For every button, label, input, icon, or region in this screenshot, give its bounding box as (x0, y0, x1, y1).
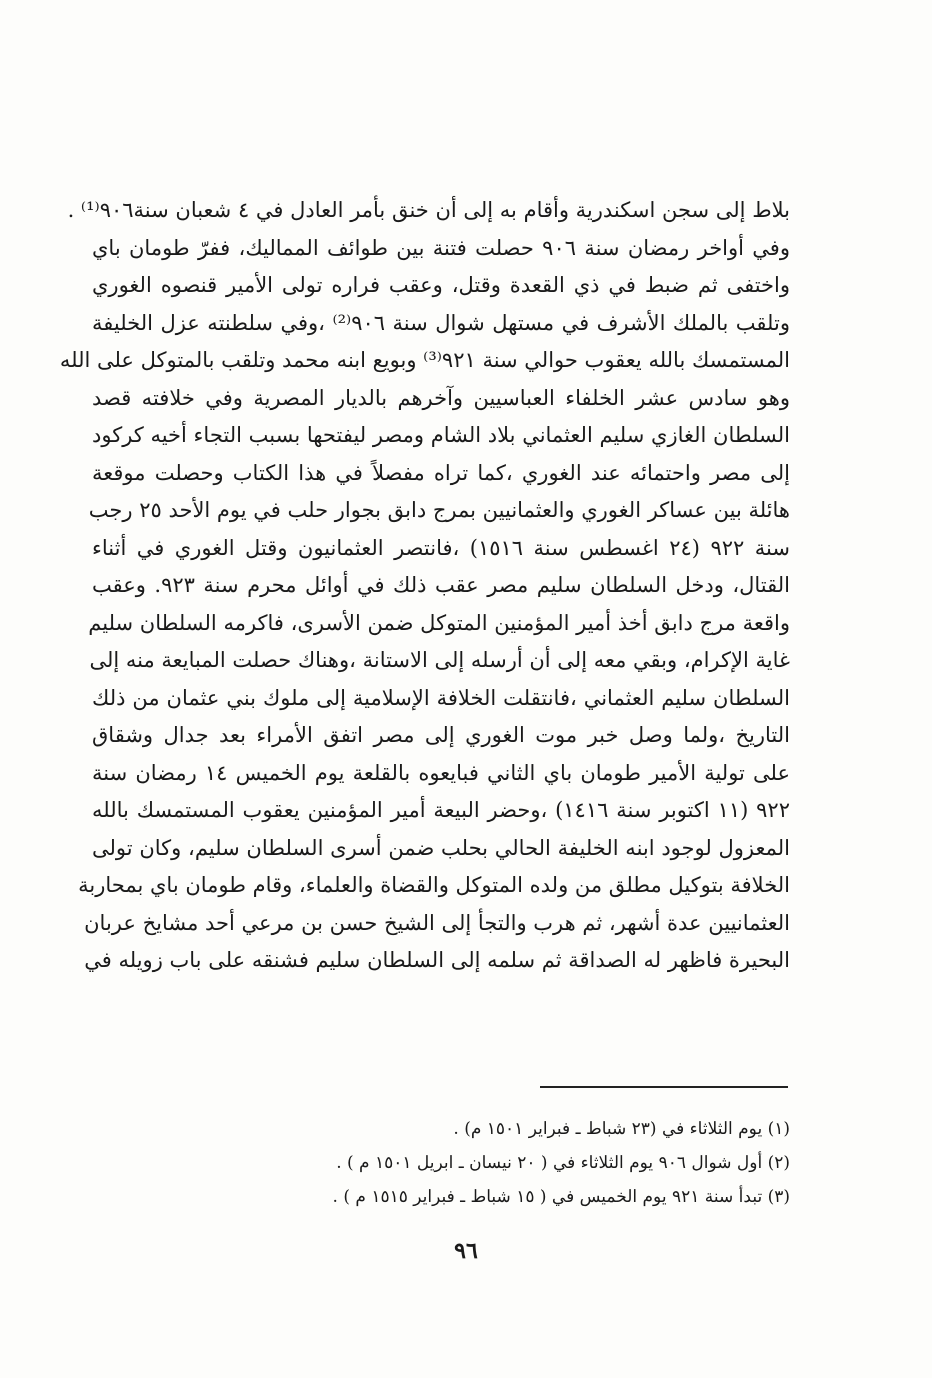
text-line: العثمانيين عدة أشهر، ثم هرب والتجأ إلى الشيخ حسن بن مرعي أحد مشايخ عربان (84, 910, 790, 935)
text-line: القتال، ودخل السلطان سليم مصر عقب ذلك في أوائل محرم سنة ٩٢٣. وعقب (92, 573, 791, 597)
text-line: إلى مصر واحتمائه عند الغوري ،كما تراه مفصلاً في هذا الكتاب وحصلت موقعة (92, 460, 790, 485)
text-line: واختفى ثم ضبط في ذي القعدة وقتل، وعقب فراره تولى الأمير قنصوه الغوري (92, 273, 790, 297)
text-line: ٩٢٢ (١١ اكتوبر سنة ١٤١٦) ،وحضر البيعة أمير المؤمنين يعقوب المستمسك بالله (92, 798, 790, 822)
footnote-2: (٢) أول شوال ٩٠٦ يوم الثلاثاء في ( ٢٠ نيسان ـ ابريل ١٥٠١ م ) . (336, 1153, 790, 1173)
text-line: الخلافة بتوكيل مطلق من ولده المتوكل والقضاة والعلماء، وقام طومان باي بمحاربة (78, 873, 790, 897)
main-text (59, 192, 791, 980)
text-line: على تولية الأمير طومان باي الثاني فبايعوه بالقلعة يوم الخميس ١٤ رمضان سنة (92, 760, 791, 785)
footnote-3: (٣) تبدأ سنة ٩٢١ يوم الخميس في ( ١٥ شباط ـ فبراير ١٥١٥ م ) . (332, 1187, 790, 1207)
text-line: السلطان الغازي سليم العثماني بلاد الشام ومصر ليفتحها بسبب التجاء أخيه كركود (92, 423, 790, 447)
text-line: واقعة مرج دابق أخذ أمير المؤمنين المتوكل ضمن الأسرى، فاكرمه السلطان سليم (88, 610, 790, 635)
text-line: المستمسك بالله يعقوب حوالي سنة ٩٢١⁽³⁾ وبويع ابنه محمد وتلقب بالمتوكل على الله (59, 348, 790, 372)
text-line: وفي أواخر رمضان سنة ٩٠٦ حصلت فتنة بين طوائف المماليك، ففرّ طومان باي (92, 235, 790, 260)
footnote-1: (١) يوم الثلاثاء في (٢٣ شباط ـ فبراير ١٥٠١ م) . (453, 1119, 790, 1139)
text-line: غاية الإكرام، وبقي معه إلى أن أرسله إلى الاستانة ،وهناك حصلت المبايعة منه إلى (89, 648, 790, 672)
text-line: وتلقب بالملك الأشرف في مستهل شوال سنة ٩٠٦⁽²⁾ ،وفي سلطنته عزل الخليفة (92, 310, 790, 335)
text-line: هائلة بين عساكر الغوري والعثمانيين بمرج دابق بجوار حلب في يوم الأحد ٢٥ رجب (88, 498, 790, 522)
footnote-separator (540, 1086, 788, 1088)
text-line: البحيرة فاظهر له الصداقة ثم سلمه إلى السلطان سليم فشنقه على باب زويله في (84, 948, 790, 972)
footnotes (120, 1112, 790, 1214)
text-line: وهو سادس عشر الخلفاء العباسيين وآخرهم بالديار المصرية وفي خلافته قصد (92, 385, 790, 410)
text-line: بلاط إلى سجن اسكندرية وأقام به إلى أن خنق بأمر العادل في ٤ شعبان سنة٩٠٦⁽¹⁾ . (67, 198, 790, 222)
text-line: المعزول لوجود ابنه الخليفة الحالي بحلب ضمن أسرى السلطان سليم، وكان تولى (92, 835, 790, 860)
page-number: ٩٦ (454, 1238, 478, 1264)
text-line: سنة ٩٢٢ (٢٤ اغسطس سنة ١٥١٦) ،فانتصر العثمانيون وقتل الغوري في أثناء (92, 535, 790, 560)
text-line: السلطان سليم العثماني ،فانتقلت الخلافة الإسلامية إلى ملوك بني عثمان من ذلك (92, 685, 790, 710)
text-line: التاريخ ،ولما وصل خبر موت الغوري إلى مصر اتفق الأمراء بعد جدال وشقاق (92, 723, 790, 747)
